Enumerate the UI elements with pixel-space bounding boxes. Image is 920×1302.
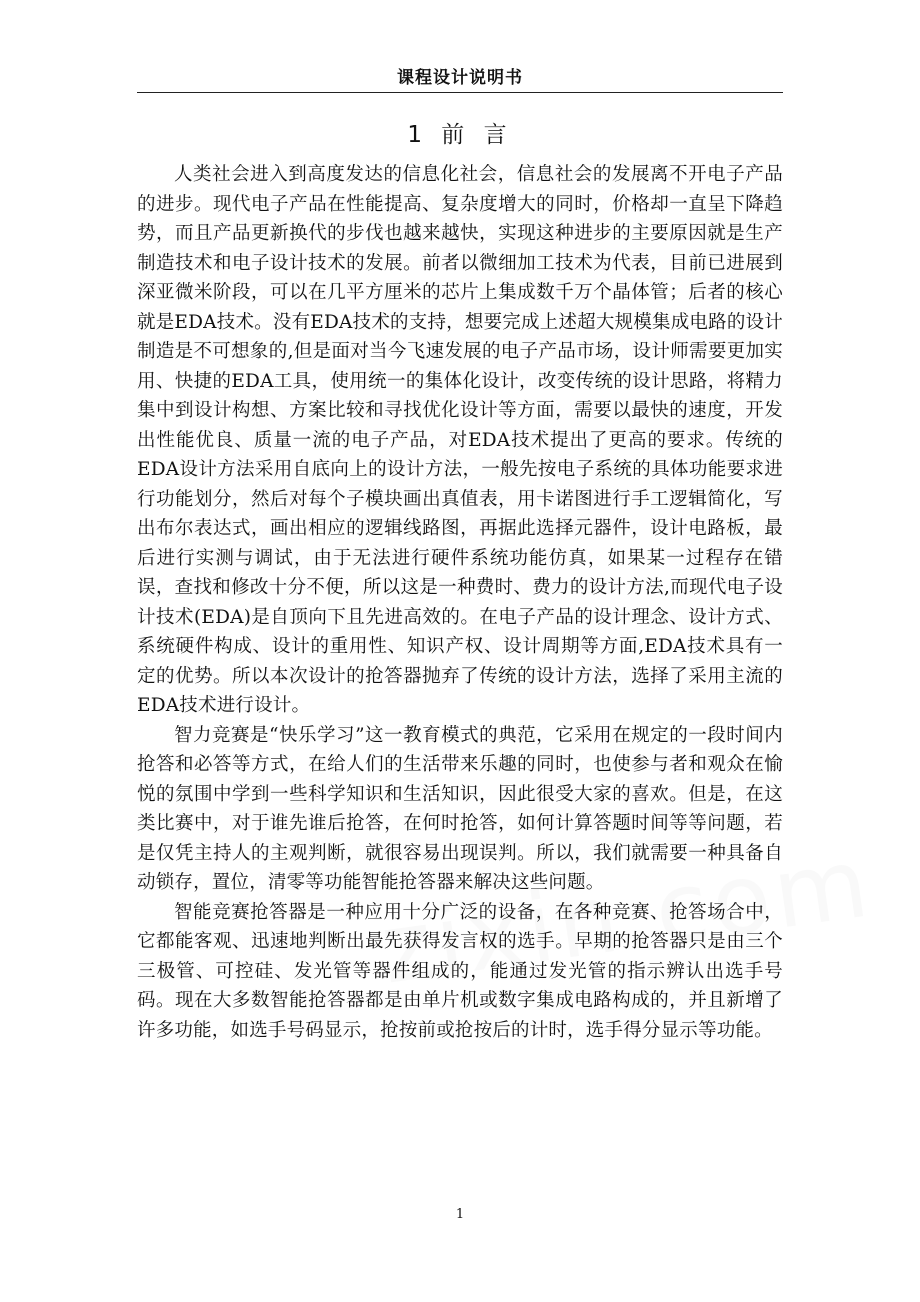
paragraph-quiz-competition: 智力竞赛是“快乐学习”这一教育模式的典范，它采用在规定的一段时间内抢答和必答等方式，在给人们的生活带来乐趣的同时，也使参与者和观众在愉悦的氛围中学到一些科学知识和生活知识，因此很受大家的喜欢。但是，在这类比赛中，对于谁先谁后抢答，在何时抢答，如何计算答题时间等等问题，若是仅凭主持人的主观判断，就很容易出现误判。所以，我们就需要一种具备自动锁存，置位，清零等功能智能抢答器来解决这些问题。	[137, 724, 783, 893]
page-number: 1	[455, 1207, 465, 1222]
paragraph-eda-background: 人类社会进入到高度发达的信息化社会，信息社会的发展离不开电子产品的进步。现代电子产品在性能提高、复杂度增大的同时，价格却一直呈下降趋势，而且产品更新换代的步伐也越来越快，实现这种进步的主要原因就是生产制造技术和电子设计技术的发展。前者以微细加工技术为代表，目前已进展到深亚微米阶段，可以在几平方厘米的芯片上集成数千万个晶体管；后者的核心就是EDA技术。没有EDA技术的支持，想要完成上述超大规模集成电路的设计制造是不可想象的,但是面对当今飞速发展的电子产品市场，设计师需要更加实用、快捷的EDA工具，使用统一的集体化设计，改变传统的设计思路，将精力集中到设计构想、方案比较和寻找优化设计等方面，需要以最快的速度，开发出性能优良、质量一流的电子产品，对EDA技术提出了更高的要求。传统的EDA设计方法采用自底向上的设计方法，一般先按电子系统的具体功能要求进行功能划分，然后对每个子模块画出真值表，用卡诺图进行手工逻辑简化，写出布尔表达式，画出相应的逻辑线路图，再据此选择元器件，设计电路板，最后进行实测与调试，由于无法进行硬件系统功能仿真，如果某一过程存在错误，查找和修改十分不便，所以这是一种费时、费力的设计方法,而现代电子设计技术(EDA)是自顶向下且先进高效的。在电子产品的设计理念、设计方式、系统硬件构成、设计的重用性、知识产权、设计周期等方面,EDA技术具有一定的优势。所以本次设计的抢答器抛弃了传统的设计方法，选择了采用主流的EDA技术进行设计。	[137, 164, 783, 716]
body-text	[137, 160, 783, 1045]
chapter-title: 1 前 言	[407, 122, 513, 148]
paragraph-responder-device: 智能竞赛抢答器是一种应用十分广泛的设备，在各种竞赛、抢答场合中，它都能客观、迅速地判断出最先获得发言权的选手。早期的抢答器只是由三个三极管、可控硅、发光管等器件组成的，能通过发光管的指示辨认出选手号码。现在大多数智能抢答器都是由单片机或数字集成电路构成的，并且新增了许多功能，如选手号码显示，抢按前或抢按后的计时，选手得分显示等功能。	[137, 901, 783, 1041]
header-divider	[137, 92, 783, 93]
running-header-title: 课程设计说明书	[397, 68, 523, 88]
